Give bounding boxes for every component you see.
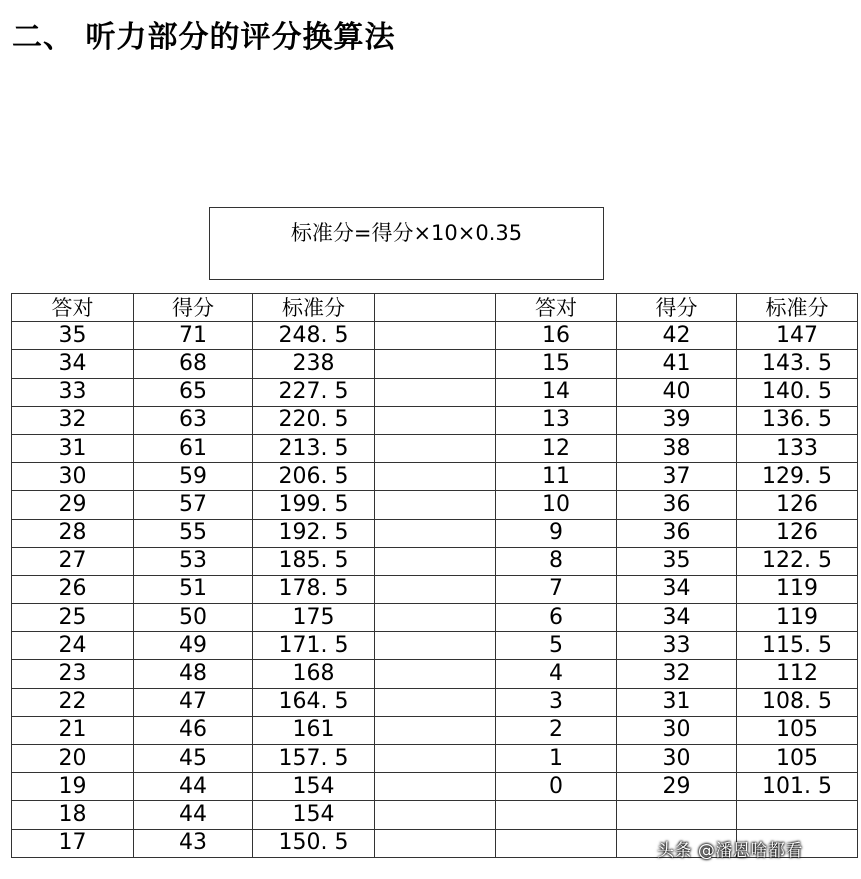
table-row <box>12 688 858 716</box>
cell-right-correct: 6 <box>496 604 617 632</box>
cell-left-correct: 18 <box>12 801 134 829</box>
cell-left-correct: 31 <box>12 434 134 462</box>
cell-right-score: 31 <box>617 688 737 716</box>
table-row <box>12 491 858 519</box>
cell-right-standard <box>737 801 858 829</box>
cell-gap <box>375 688 496 716</box>
cell-right-score: 30 <box>617 745 737 773</box>
cell-right-standard: 105 <box>737 745 858 773</box>
cell-gap <box>375 632 496 660</box>
cell-right-correct: 3 <box>496 688 617 716</box>
cell-left-correct: 27 <box>12 547 134 575</box>
cell-left-standard: 199. 5 <box>253 491 375 519</box>
cell-right-correct: 9 <box>496 519 617 547</box>
table-header-row <box>12 294 858 322</box>
table-row <box>12 322 858 350</box>
score-conversion-table <box>11 293 858 858</box>
cell-left-correct: 25 <box>12 604 134 632</box>
table-row <box>12 575 858 603</box>
header-score-right: 得分 <box>617 294 737 322</box>
cell-right-standard: 101. 5 <box>737 773 858 801</box>
cell-right-correct: 12 <box>496 434 617 462</box>
cell-gap <box>375 829 496 857</box>
cell-right-correct: 5 <box>496 632 617 660</box>
cell-left-standard: 157. 5 <box>253 745 375 773</box>
table-body <box>12 322 858 858</box>
cell-left-score: 44 <box>134 773 253 801</box>
cell-gap <box>375 406 496 434</box>
cell-left-score: 71 <box>134 322 253 350</box>
table-row <box>12 660 858 688</box>
cell-right-standard: 105 <box>737 716 858 744</box>
cell-left-standard: 248. 5 <box>253 322 375 350</box>
table-row <box>12 434 858 462</box>
cell-gap <box>375 434 496 462</box>
cell-gap <box>375 604 496 632</box>
watermark: 头条 @潘恩啥都看 <box>657 841 803 861</box>
cell-gap <box>375 547 496 575</box>
table-row <box>12 604 858 632</box>
cell-left-correct: 22 <box>12 688 134 716</box>
cell-gap <box>375 575 496 603</box>
cell-right-correct: 15 <box>496 350 617 378</box>
cell-right-correct: 14 <box>496 378 617 406</box>
cell-left-standard: 192. 5 <box>253 519 375 547</box>
cell-right-standard: 143. 5 <box>737 350 858 378</box>
cell-left-correct: 26 <box>12 575 134 603</box>
header-gap <box>375 294 496 322</box>
cell-right-score: 39 <box>617 406 737 434</box>
cell-left-score: 55 <box>134 519 253 547</box>
cell-left-standard: 164. 5 <box>253 688 375 716</box>
cell-right-standard: 126 <box>737 519 858 547</box>
cell-right-score: 33 <box>617 632 737 660</box>
cell-right-score: 30 <box>617 716 737 744</box>
cell-right-score: 38 <box>617 434 737 462</box>
cell-right-score: 42 <box>617 322 737 350</box>
cell-left-correct: 23 <box>12 660 134 688</box>
cell-right-correct: 8 <box>496 547 617 575</box>
cell-right-score: 36 <box>617 519 737 547</box>
header-correct-right: 答对 <box>496 294 617 322</box>
cell-left-standard: 161 <box>253 716 375 744</box>
cell-left-score: 61 <box>134 434 253 462</box>
cell-left-standard: 171. 5 <box>253 632 375 660</box>
header-correct-left: 答对 <box>12 294 134 322</box>
cell-right-score: 36 <box>617 491 737 519</box>
cell-right-score: 41 <box>617 350 737 378</box>
cell-left-correct: 33 <box>12 378 134 406</box>
cell-left-standard: 178. 5 <box>253 575 375 603</box>
cell-right-correct: 11 <box>496 463 617 491</box>
table-row <box>12 519 858 547</box>
cell-left-standard: 154 <box>253 801 375 829</box>
cell-left-score: 49 <box>134 632 253 660</box>
cell-right-score: 35 <box>617 547 737 575</box>
cell-left-standard: 150. 5 <box>253 829 375 857</box>
cell-left-score: 44 <box>134 801 253 829</box>
cell-left-standard: 175 <box>253 604 375 632</box>
cell-left-score: 46 <box>134 716 253 744</box>
cell-gap <box>375 801 496 829</box>
table-row <box>12 745 858 773</box>
cell-right-correct: 13 <box>496 406 617 434</box>
formula-text: 标准分=得分×10×0.35 <box>290 221 523 245</box>
cell-right-standard: 122. 5 <box>737 547 858 575</box>
cell-left-correct: 20 <box>12 745 134 773</box>
cell-right-score: 32 <box>617 660 737 688</box>
cell-right-correct: 2 <box>496 716 617 744</box>
cell-left-standard: 154 <box>253 773 375 801</box>
cell-left-correct: 21 <box>12 716 134 744</box>
page-heading: 二、 听力部分的评分换算法 <box>12 20 396 55</box>
cell-right-standard: 108. 5 <box>737 688 858 716</box>
cell-left-score: 43 <box>134 829 253 857</box>
cell-right-correct: 4 <box>496 660 617 688</box>
cell-right-standard: 129. 5 <box>737 463 858 491</box>
cell-right-standard: 119 <box>737 575 858 603</box>
table-row <box>12 547 858 575</box>
cell-left-score: 45 <box>134 745 253 773</box>
table-row <box>12 716 858 744</box>
cell-right-standard: 136. 5 <box>737 406 858 434</box>
cell-left-score: 50 <box>134 604 253 632</box>
table-row <box>12 773 858 801</box>
cell-left-score: 65 <box>134 378 253 406</box>
cell-right-standard: 126 <box>737 491 858 519</box>
cell-left-standard: 185. 5 <box>253 547 375 575</box>
cell-left-standard: 227. 5 <box>253 378 375 406</box>
cell-gap <box>375 716 496 744</box>
cell-left-standard: 220. 5 <box>253 406 375 434</box>
cell-left-correct: 34 <box>12 350 134 378</box>
cell-left-correct: 17 <box>12 829 134 857</box>
cell-right-correct <box>496 801 617 829</box>
cell-right-standard: 119 <box>737 604 858 632</box>
cell-right-correct: 7 <box>496 575 617 603</box>
cell-left-score: 51 <box>134 575 253 603</box>
table-row <box>12 801 858 829</box>
cell-left-score: 53 <box>134 547 253 575</box>
cell-left-score: 68 <box>134 350 253 378</box>
cell-gap <box>375 378 496 406</box>
cell-left-correct: 35 <box>12 322 134 350</box>
cell-left-correct: 19 <box>12 773 134 801</box>
cell-gap <box>375 773 496 801</box>
cell-left-correct: 28 <box>12 519 134 547</box>
cell-left-correct: 30 <box>12 463 134 491</box>
cell-left-score: 47 <box>134 688 253 716</box>
table-row <box>12 350 858 378</box>
cell-right-standard: 115. 5 <box>737 632 858 660</box>
cell-gap <box>375 660 496 688</box>
cell-right-score: 34 <box>617 604 737 632</box>
table-row <box>12 632 858 660</box>
header-score-left: 得分 <box>134 294 253 322</box>
cell-right-correct: 10 <box>496 491 617 519</box>
cell-left-score: 59 <box>134 463 253 491</box>
cell-left-standard: 168 <box>253 660 375 688</box>
cell-right-score: 40 <box>617 378 737 406</box>
header-standard-left: 标准分 <box>253 294 375 322</box>
cell-left-score: 48 <box>134 660 253 688</box>
cell-right-standard: 140. 5 <box>737 378 858 406</box>
table-row <box>12 463 858 491</box>
cell-gap <box>375 491 496 519</box>
cell-gap <box>375 322 496 350</box>
cell-right-standard: 147 <box>737 322 858 350</box>
cell-left-score: 63 <box>134 406 253 434</box>
cell-right-correct <box>496 829 617 857</box>
cell-left-standard: 238 <box>253 350 375 378</box>
cell-right-standard: 112 <box>737 660 858 688</box>
cell-left-standard: 213. 5 <box>253 434 375 462</box>
cell-left-score: 57 <box>134 491 253 519</box>
cell-left-standard: 206. 5 <box>253 463 375 491</box>
cell-right-correct: 16 <box>496 322 617 350</box>
cell-gap <box>375 463 496 491</box>
cell-left-correct: 24 <box>12 632 134 660</box>
cell-right-standard: 133 <box>737 434 858 462</box>
cell-right-score: 37 <box>617 463 737 491</box>
cell-right-correct: 0 <box>496 773 617 801</box>
cell-right-score: 29 <box>617 773 737 801</box>
cell-gap <box>375 519 496 547</box>
cell-gap <box>375 350 496 378</box>
formula-box <box>209 207 604 280</box>
cell-left-correct: 32 <box>12 406 134 434</box>
cell-right-correct: 1 <box>496 745 617 773</box>
cell-left-correct: 29 <box>12 491 134 519</box>
table-row <box>12 378 858 406</box>
table-row <box>12 406 858 434</box>
cell-right-score <box>617 801 737 829</box>
cell-gap <box>375 745 496 773</box>
header-standard-right: 标准分 <box>737 294 858 322</box>
cell-right-score: 34 <box>617 575 737 603</box>
